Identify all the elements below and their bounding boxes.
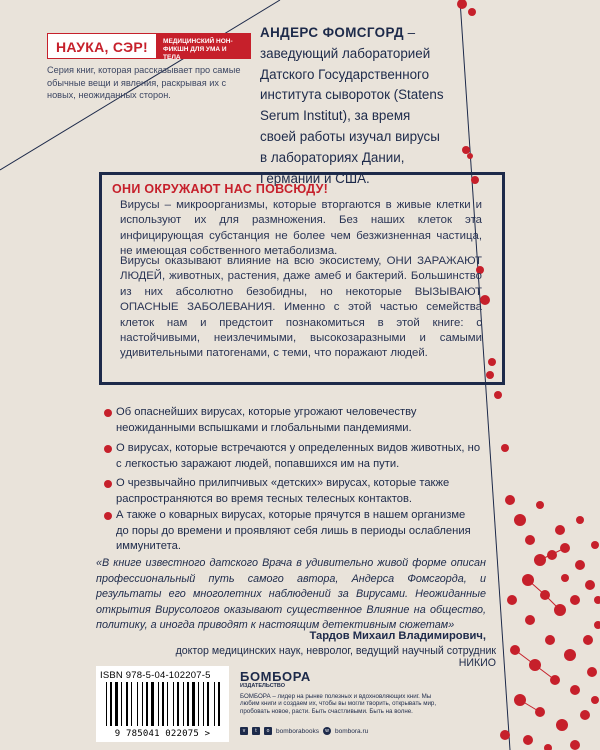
list-item [116, 441, 481, 472]
author-name: АНДЕРС ФОМСГОРД [260, 25, 404, 40]
bullet-dot-icon [104, 480, 112, 488]
series-name: НАУКА, СЭР! [47, 33, 157, 59]
quote-author: Тардов Михаил Владимирович, [309, 630, 486, 642]
quote-author-role: доктор медицинских наук, невролог, ведущий научный сотрудник НИКИО [175, 645, 496, 669]
bullet-text: А также о коварных вирусах, которые прячутся в нашем организме до поры до времени и проявляют себя лишь в периоды ослабления иммунитета. [116, 509, 471, 553]
bullet-text: О вирусах, которые встречаются у определенных видов животных, но с легкостью заражают людей, попавшихся им на пути. [116, 442, 481, 470]
bullet-text: О чрезвычайно прилипчивых «детских» вирусах, которые также распространяются во время тесных телесных контактов. [116, 477, 450, 505]
series-tag: МЕДИЦИНСКИЙ НОН-ФИКШН ДЛЯ УМА И ТЕЛА [157, 33, 251, 59]
series-description: Серия книг, которая рассказывает про самые обычные вещи и явления, раскрывая их с новых, неожиданных сторон. [47, 65, 241, 100]
review-quote: «В книге известного датского Врача в удивительно живой форме описан профессиональный путь самого автора, Андерса Фомсгорда, и результаты его многолетних наблюдений за Вирусами. Неожиданные открытия Вирусологов оказывают существенное Влияние на общество, политику, а иногда приводят к настоящим детективным сюжетам» [96, 557, 486, 632]
publisher-logo: БОМБОРА [240, 669, 311, 684]
isbn: ISBN 978-5-04-102207-5 [100, 670, 211, 681]
ok-icon: o [264, 727, 272, 735]
frame-paragraph-2: Вирусы оказывают влияние на всю экосистему, ОНИ ЗАРАЖАЮТ ЛЮДЕЙ, животных, растения, даже амеб и бактерий. Большинство из них абсолютно безобидны, но некоторые ВЫЗЫВАЮТ ОПАСНЫЕ ЗАБОЛЕВАНИЯ. Именно с этой частью семейства клеток нам и предстоит познакомиться в этой книге: с настойчивыми, неизлечимыми, высокозаразными и самыми удивительными патогенами, с теми, что поражают людей. [120, 255, 482, 360]
bullet-text: Об опаснейших вирусах, которые угрожают человечеству неожиданными вспышками и глобальными пандемиями. [116, 406, 417, 434]
publisher-slogan: БОМБОРА – лидер на рынке полезных и вдохновляющих книг. Мы любим книги и создаем их, чтобы вы могли творить, открывать мир, пробовать новое, расти. Быть счастливыми. Быть на волне. [240, 693, 437, 715]
publisher-site: bombora.ru [335, 727, 369, 735]
list-item [116, 476, 481, 507]
author-bio: – заведующий лабораторией Датского Государственного института сывороток (Statens Serum Institut), за время своей работы изучал вирусы в лабораториях Дании, Германии и США. [260, 25, 444, 186]
bullet-dot-icon [104, 512, 112, 520]
telegram-icon: t [252, 727, 260, 735]
globe-icon: w [323, 727, 331, 735]
author-block [260, 23, 445, 189]
list-item [116, 508, 481, 555]
list-item [116, 405, 481, 436]
series-badge [47, 33, 251, 59]
bullet-dot-icon [104, 445, 112, 453]
barcode-number: 9 785041 022075 > [114, 729, 211, 739]
bullet-dot-icon [104, 409, 112, 417]
frame-title: ОНИ ОКРУЖАЮТ НАС ПОВСЮДУ! [112, 182, 329, 196]
vk-icon: v [240, 727, 248, 735]
social-handle: bomborabooks [276, 727, 319, 735]
publisher-links [240, 727, 368, 735]
publisher-subtitle: ИЗДАТЕЛЬСТВО [240, 683, 286, 689]
frame-paragraph-1: Вирусы – микроорганизмы, которые вторгаются в живые клетки и используют их для размножения. Без наших клеток эта инфицирующая субстанция не более чем безжизненная частица, не имеющая собственного метаболизма. [120, 199, 482, 258]
